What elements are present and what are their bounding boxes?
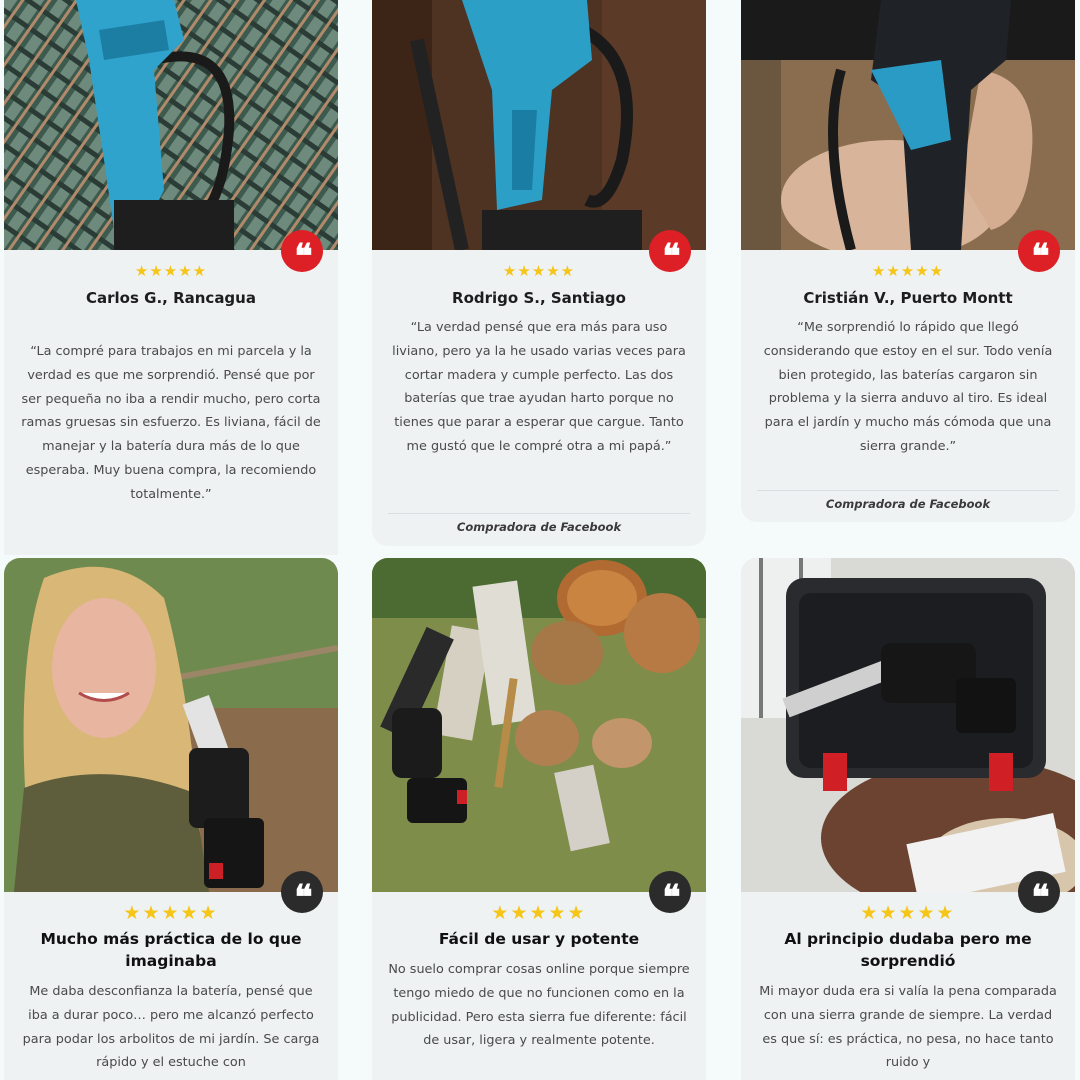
- review-title: Fácil de usar y potente: [438, 930, 640, 948]
- review-title: Mucho más práctica de lo que imaginaba: [40, 930, 302, 970]
- review-photo: [372, 0, 706, 250]
- star-rating: ★★★★★: [871, 262, 945, 280]
- star-rating: ★★★★★: [134, 262, 208, 280]
- review-text: Mi mayor duda era si valía la pena comparada con una sierra grande de siempre. La verdad es que sí: es práctica, no pesa, no hace tanto ruido y: [759, 984, 1057, 1071]
- quote-icon: ❝: [1018, 230, 1060, 272]
- star-rating: ★★★★★: [123, 902, 219, 924]
- quote-icon: ❝: [281, 871, 323, 913]
- quote-icon: ❝: [281, 230, 323, 272]
- reviewer-name: Rodrigo S., Santiago: [452, 289, 626, 307]
- review-text: “Me sorprendió lo rápido que llegó considerando que estoy en el sur. Todo venía bien protegido, las baterías cargaron sin problema y la sierra anduvo al tiro. Es ideal para el jardín y mucho más cómoda que una sierra grande.”: [763, 320, 1053, 454]
- reviewer-name: Cristián V., Puerto Montt: [803, 289, 1013, 307]
- quote-icon: ❝: [1018, 871, 1060, 913]
- review-text: “La verdad pensé que era más para uso liviano, pero ya la he usado varias veces para cortar madera y cumple perfecto. Las dos baterías que trae ayudan harto porque no tienes que parar a esperar que cargue. Tanto me gustó que le compré otra a mi papá.”: [392, 320, 686, 454]
- review-photo: [741, 0, 1075, 250]
- review-photo: [4, 558, 338, 892]
- review-source: Compradora de Facebook: [825, 497, 991, 511]
- quote-icon: ❝: [649, 230, 691, 272]
- review-card: [741, 558, 1075, 1080]
- quote-icon: ❝: [649, 871, 691, 913]
- review-card: [4, 558, 338, 1080]
- review-photo: [741, 558, 1075, 892]
- star-rating: ★★★★★: [502, 262, 576, 280]
- divider: [757, 490, 1059, 491]
- review-card: [372, 0, 706, 546]
- review-text: “La compré para trabajos en mi parcela y la verdad es que me sorprendió. Pensé que por ser pequeña no iba a rendir mucho, pero corta ramas gruesas sin esfuerzo. Es liviana, fácil de manejar y la batería dura más de lo que esperaba. Muy buena compra, la recomiendo totalmente.”: [21, 344, 321, 502]
- review-text: Me daba desconfianza la batería, pensé que iba a durar poco… pero me alcanzó perfecto para podar los arbolitos de mi jardín. Se carga rápido y el estuche con: [22, 984, 320, 1071]
- star-rating: ★★★★★: [491, 902, 587, 924]
- review-card: [4, 0, 338, 555]
- star-rating: ★★★★★: [860, 902, 956, 924]
- review-photo: [4, 0, 338, 250]
- review-photo: [372, 558, 706, 892]
- divider: [388, 513, 690, 514]
- review-source: Compradora de Facebook: [456, 520, 622, 534]
- review-card: [372, 558, 706, 1080]
- review-card: [741, 0, 1075, 522]
- reviewer-name: Carlos G., Rancagua: [86, 289, 256, 307]
- review-text: No suelo comprar cosas online porque siempre tengo miedo de que no funcionen como en la publicidad. Pero esta sierra fue diferente: fácil de usar, ligera y realmente potente.: [388, 962, 690, 1049]
- review-title: Al principio dudaba pero me sorprendió: [784, 930, 1032, 970]
